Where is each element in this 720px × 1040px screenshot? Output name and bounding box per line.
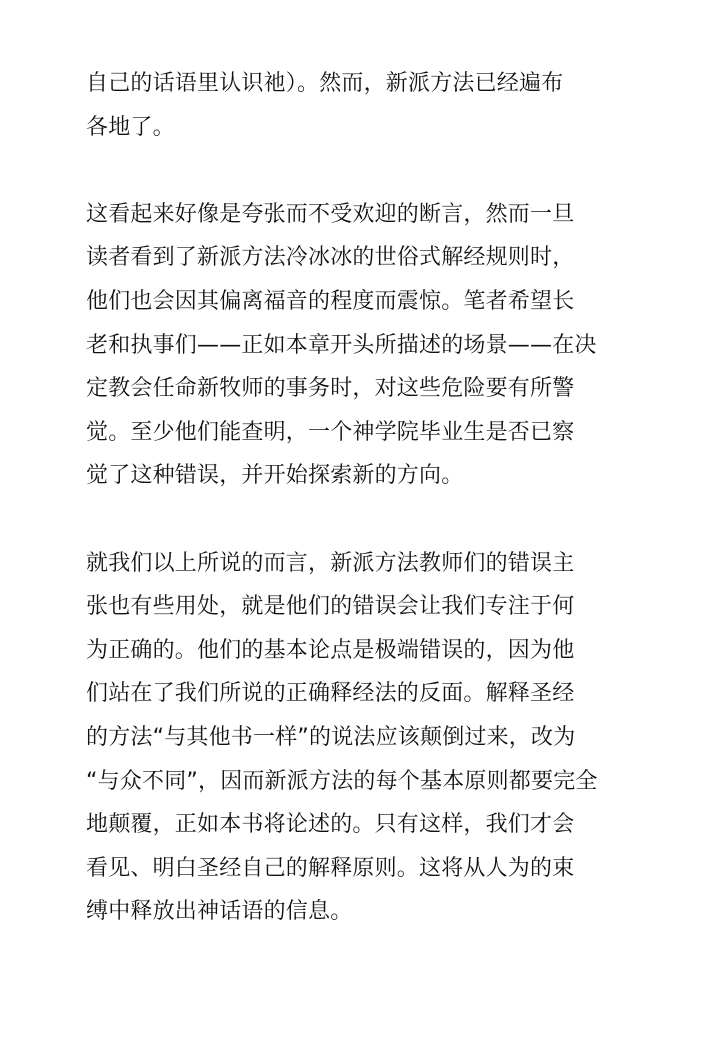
text-line: 张也有些用处，就是他们的错误会让我们专注于何 [86,594,575,620]
text-line: 他们也会因其偏离福音的程度而震惊。笔者希望长 [86,288,575,314]
text-line: 的方法“与其他书一样”的说法应该颠倒过来，改为 [86,724,576,750]
text-line: “与众不同”，因而新派方法的每个基本原则都要完全 [86,768,598,794]
text-line: 就我们以上所说的而言，新派方法教师们的错误主 [86,550,575,576]
paragraph-2 [86,193,646,498]
text-line: 读者看到了新派方法冷冰冰的世俗式解经规则时， [86,245,575,271]
text-line: 们站在了我们所说的正确释经法的反面。解释圣经 [86,681,575,707]
paragraph-spacer [86,498,646,542]
text-line: 这看起来好像是夸张而不受欢迎的断言，然而一旦 [86,201,575,227]
text-line: 各地了。 [86,114,175,140]
text-line: 老和执事们——正如本章开头所描述的场景——在决 [86,332,597,358]
text-line: 为正确的。他们的基本论点是极端错误的，因为他 [86,637,575,663]
text-line: 觉了这种错误，并开始探索新的方向。 [86,463,464,489]
text-line: 定教会任命新牧师的事务时，对这些危险要有所警 [86,376,575,402]
paragraph-3 [86,542,646,934]
text-line: 自己的话语里认识祂）。然而，新派方法已经遍布 [86,71,564,96]
document-page [86,62,646,934]
text-line: 地颠覆，正如本书将论述的。只有这样，我们才会 [86,812,575,838]
text-line: 缚中释放出神话语的信息。 [86,899,353,925]
text-line: 觉。至少他们能查明，一个神学院毕业生是否已察 [86,419,575,445]
text-line: 看见、明白圣经自己的解释原则。这将从人为的束 [86,855,575,881]
paragraph-1 [86,62,646,149]
paragraph-spacer [86,149,646,193]
